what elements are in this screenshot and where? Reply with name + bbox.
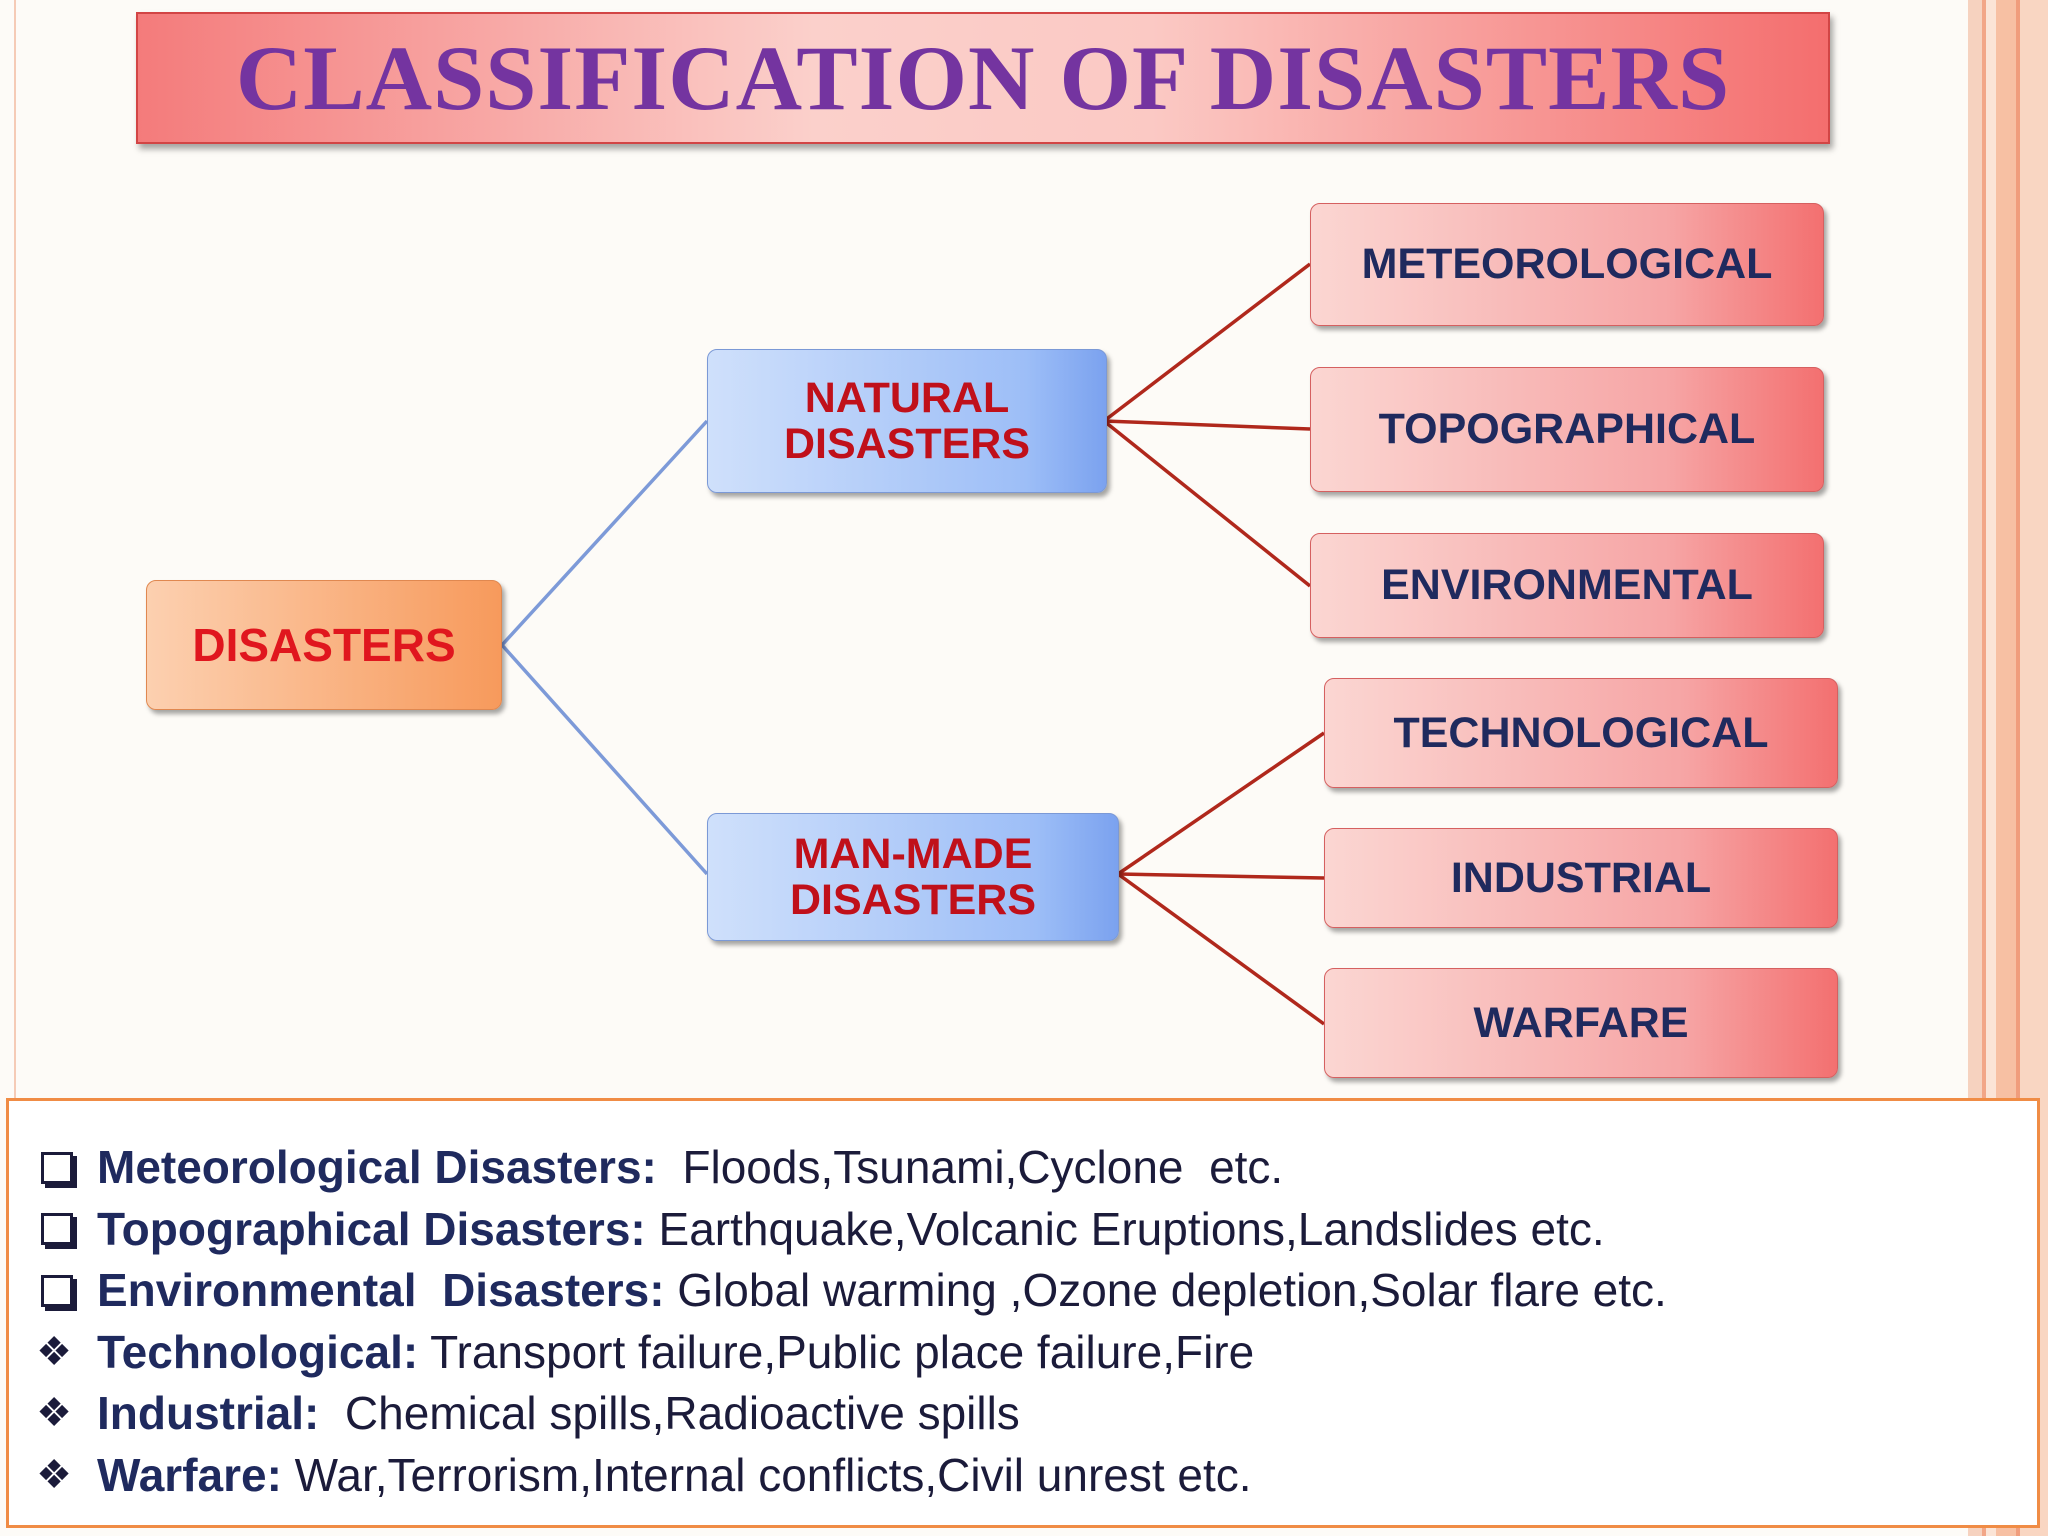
node-environmental-label: ENVIRONMENTAL bbox=[1381, 561, 1753, 609]
legend-item-warfare bbox=[31, 1445, 2037, 1507]
legend-term: Topographical Disasters: bbox=[97, 1202, 646, 1255]
node-man-made-disasters-label: MAN-MADE DISASTERS bbox=[789, 830, 1037, 924]
node-industrial bbox=[1324, 828, 1838, 928]
legend-desc: Floods,Tsunami,Cyclone etc. bbox=[656, 1141, 1284, 1193]
legend-box bbox=[6, 1098, 2040, 1528]
legend-term: Meteorological Disasters: bbox=[97, 1141, 657, 1193]
connector-manmade-warfare bbox=[1118, 874, 1324, 1024]
node-natural-disasters bbox=[707, 349, 1107, 493]
node-meteorological-label: METEOROLOGICAL bbox=[1361, 240, 1773, 288]
node-technological bbox=[1324, 678, 1838, 788]
diamond-bullet-icon: ❖ bbox=[36, 1452, 72, 1497]
node-topographical bbox=[1310, 367, 1824, 492]
square-bullet-icon bbox=[41, 1213, 73, 1245]
node-disasters bbox=[146, 580, 502, 710]
square-bullet-icon bbox=[41, 1275, 73, 1307]
connector-manmade-industrial bbox=[1118, 874, 1324, 878]
connector-root-manmade bbox=[502, 645, 707, 874]
legend-term: Industrial: bbox=[97, 1387, 320, 1439]
connector-natural-meteorological bbox=[1104, 264, 1310, 421]
legend-item-industrial bbox=[31, 1383, 2037, 1445]
legend-item-technological bbox=[31, 1322, 2037, 1384]
node-meteorological bbox=[1310, 203, 1824, 326]
page-title: CLASSIFICATION OF DISASTERS bbox=[235, 27, 1731, 129]
node-man-made-disasters bbox=[707, 813, 1119, 941]
square-bullet-icon bbox=[41, 1152, 73, 1184]
legend-term: Environmental Disasters: bbox=[97, 1264, 665, 1316]
legend-desc: War,Terrorism,Internal conflicts,Civil unrest etc. bbox=[281, 1448, 1252, 1501]
connector-manmade-technological bbox=[1118, 733, 1324, 874]
node-warfare-label: WARFARE bbox=[1473, 998, 1689, 1047]
node-topographical-label: TOPOGRAPHICAL bbox=[1378, 405, 1756, 453]
node-environmental bbox=[1310, 533, 1824, 638]
legend-item-topographical bbox=[31, 1199, 2037, 1261]
diamond-bullet-icon: ❖ bbox=[36, 1329, 72, 1374]
legend-item-meteorological bbox=[31, 1137, 2037, 1199]
legend-term: Technological: bbox=[97, 1325, 419, 1378]
connector-natural-topographical bbox=[1104, 421, 1310, 429]
legend-desc: Earthquake,Volcanic Eruptions,Landslides etc. bbox=[645, 1202, 1605, 1255]
legend-item-environmental bbox=[31, 1260, 2037, 1322]
diamond-bullet-icon: ❖ bbox=[36, 1391, 72, 1435]
connector-natural-environmental bbox=[1104, 421, 1310, 586]
node-warfare bbox=[1324, 968, 1838, 1078]
node-technological-label: TECHNOLOGICAL bbox=[1393, 708, 1769, 757]
connector-root-natural bbox=[502, 421, 707, 645]
node-disasters-label: DISASTERS bbox=[192, 619, 456, 671]
legend-term: Warfare: bbox=[97, 1448, 282, 1501]
legend-desc: Global warming ,Ozone depletion,Solar flare etc. bbox=[664, 1264, 1667, 1316]
legend-desc: Chemical spills,Radioactive spills bbox=[319, 1387, 1020, 1439]
legend-desc: Transport failure,Public place failure,Fire bbox=[418, 1325, 1255, 1378]
node-industrial-label: INDUSTRIAL bbox=[1450, 853, 1712, 902]
node-natural-disasters-label: NATURAL DISASTERS bbox=[783, 374, 1031, 468]
